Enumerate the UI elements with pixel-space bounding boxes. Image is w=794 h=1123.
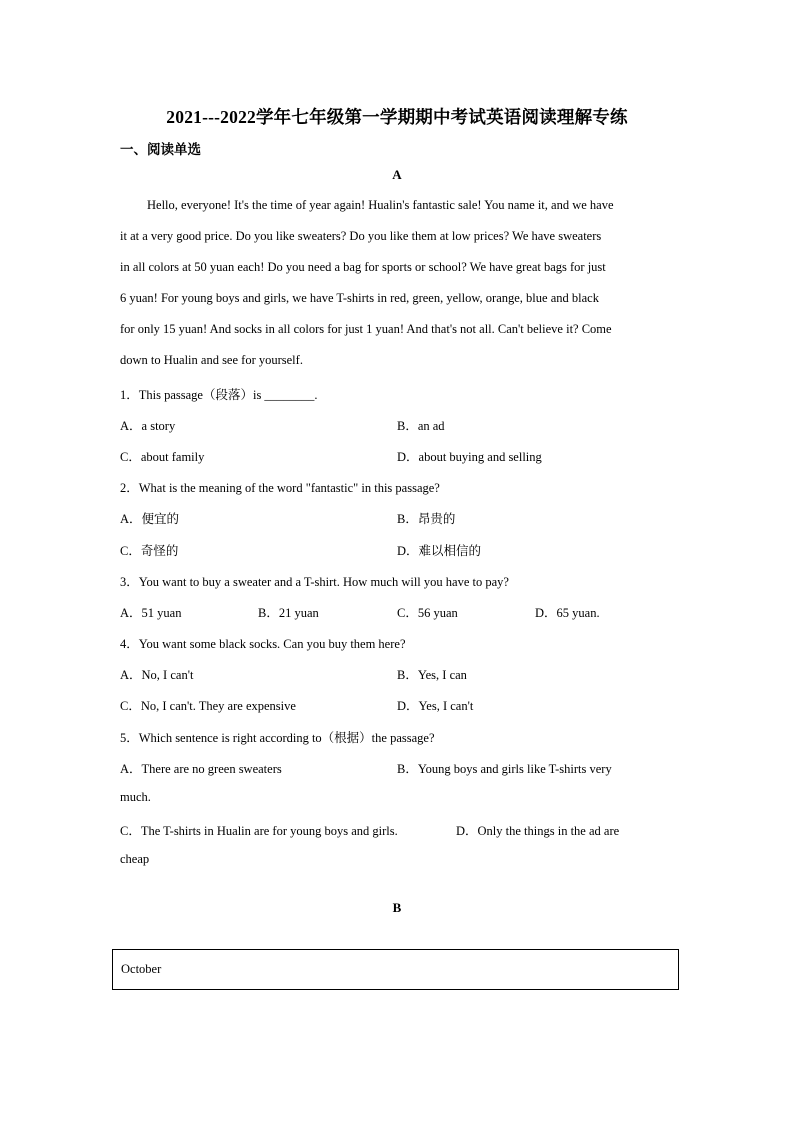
question-1-option-a[interactable]: A．a story bbox=[120, 419, 176, 433]
question-3-option-b[interactable]: B．21 yuan bbox=[258, 606, 319, 620]
passage-line: Hello, everyone! It's the time of year again! Hualin's fantastic sale! You name it, and we have bbox=[147, 198, 614, 212]
part-b-label: B bbox=[392, 900, 402, 915]
question-5-option-d-cont: cheap bbox=[120, 852, 150, 866]
question-3-option-c[interactable]: C．56 yuan bbox=[397, 606, 458, 620]
passage-line: 6 yuan! For young boys and girls, we have T-shirts in red, green, yellow, orange, blue and black bbox=[120, 291, 599, 305]
question-4-option-a[interactable]: A．No, I can't bbox=[120, 668, 194, 682]
question-2-option-b[interactable]: B．昂贵的 bbox=[397, 512, 456, 526]
notice-box bbox=[112, 949, 679, 990]
question-3-stem: 3．You want to buy a sweater and a T-shirt. How much will you have to pay? bbox=[120, 575, 509, 589]
question-1-stem: 1．This passage（段落）is ________. bbox=[120, 388, 318, 402]
question-5-stem: 5．Which sentence is right according to（根据）the passage? bbox=[120, 731, 435, 745]
question-5-option-a[interactable]: A．There are no green sweaters bbox=[120, 762, 282, 776]
page-title: 2021---2022学年七年级第一学期期中考试英语阅读理解专练 bbox=[166, 107, 628, 127]
question-1-option-b[interactable]: B．an ad bbox=[397, 419, 445, 433]
notice-box-month: October bbox=[121, 962, 162, 976]
question-4-option-c[interactable]: C．No, I can't. They are expensive bbox=[120, 699, 296, 713]
question-1-option-d[interactable]: D．about buying and selling bbox=[397, 450, 542, 464]
question-4-option-d[interactable]: D．Yes, I can't bbox=[397, 699, 474, 713]
question-5-option-b-cont: much. bbox=[120, 790, 151, 804]
question-2-option-a[interactable]: A．便宜的 bbox=[120, 512, 180, 526]
question-5-option-b[interactable]: B．Young boys and girls like T-shirts very bbox=[397, 762, 612, 776]
question-4-option-b[interactable]: B．Yes, I can bbox=[397, 668, 467, 682]
question-3-option-d[interactable]: D．65 yuan. bbox=[535, 606, 600, 620]
question-3-option-a[interactable]: A．51 yuan bbox=[120, 606, 182, 620]
passage-line: it at a very good price. Do you like sweaters? Do you like them at low prices? We have sweaters bbox=[120, 229, 602, 243]
part-a-label: A bbox=[392, 167, 402, 182]
question-5-option-d[interactable]: D．Only the things in the ad are bbox=[456, 824, 620, 838]
question-4-stem: 4．You want some black socks. Can you buy them here? bbox=[120, 637, 406, 651]
question-1-option-c[interactable]: C．about family bbox=[120, 450, 205, 464]
question-2-stem: 2．What is the meaning of the word "fantastic" in this passage? bbox=[120, 481, 440, 495]
passage-line: down to Hualin and see for yourself. bbox=[120, 353, 303, 367]
question-2-option-c[interactable]: C．奇怪的 bbox=[120, 544, 179, 558]
passage-line: in all colors at 50 yuan each! Do you need a bag for sports or school? We have great bags for just bbox=[120, 260, 606, 274]
question-5-option-c[interactable]: C．The T-shirts in Hualin are for young boys and girls. bbox=[120, 824, 398, 838]
question-2-option-d[interactable]: D．难以相信的 bbox=[397, 544, 482, 558]
passage-line: for only 15 yuan! And socks in all colors for just 1 yuan! And that's not all. Can't believe it? Come bbox=[120, 322, 612, 336]
section-heading: 一、阅读单选 bbox=[120, 142, 201, 157]
